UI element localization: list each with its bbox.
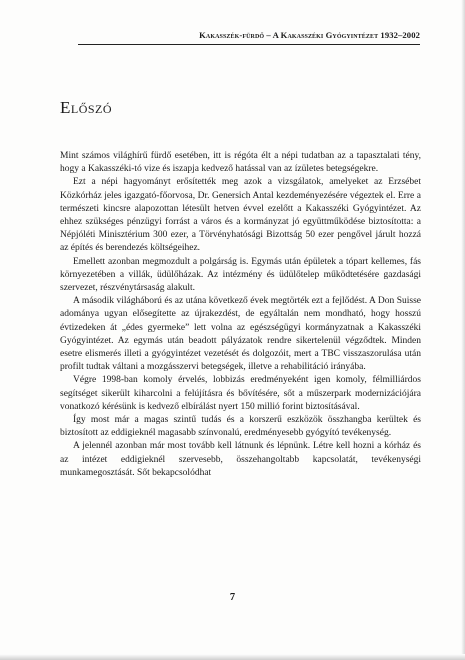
paragraph: Mint számos világhírű fürdő esetében, itt is régóta élt a népi tudatban az a tapasztalati tény, hogy a Kakasszéki-tó vize és iszapja kedvező hatással van az ízületes betegségekre. <box>60 151 421 175</box>
paragraph: Így most már a magas szintű tudás és a korszerű eszközök összhangba kerültek és biztosított az eddigieknél magasabb színvonalú, eredményesebb gyógyító tevékenység. <box>60 415 421 439</box>
scan-edge-shadow <box>461 0 465 660</box>
paragraph: Ezt a népi hagyományt erősítették meg azok a vizsgálatok, amelyeket az Erzsébet Közkórház jeles igazgató-főorvosa, Dr. Genersich Antal kezdeményezésére végeztek el. Erre a természeti kincsre alapozottan létesült hetven évvel ezelőtt a Kakasszéki Gyógyintézet. Az ehhez szükséges pénzügyi forrást a város és a kormányzat jó együttműködése biztosította: a Népjóléti Minisztérium 300 ezer, a Törvényhatósági Bizottság 50 ezer pengővel járult hozzá az építés és berendezés költségeihez. <box>60 177 421 254</box>
scan-edge-shadow <box>0 654 465 660</box>
chapter-title: Előszó <box>60 98 113 117</box>
paragraph: Emellett azonban megmozdult a polgárság is. Egymás után épületek a tópart kellemes, fás környezetében a villák, üdülőházak. Az intézmény és üdülőtelep működtetésére gazdasági szervezet, részvénytársaság alakult. <box>60 256 421 294</box>
page-number: 7 <box>229 592 236 603</box>
header-rule <box>78 44 420 45</box>
running-head: Kakasszék-fürdő – A Kakasszéki Gyógyintézet 1932–2002 <box>199 30 420 40</box>
paragraph: A második világháború és az utána következő évek megtörték ezt a fejlődést. A Don Suisse adománya ugyan elősegítette az újrakezdést, de egyáltalán nem mondható, hogy hosszú évtizedeken át „édes gyermeke” lett volna az egészségügyi kormányzatnak a Kakasszéki Gyógyintézet. Az egymás után beadott pályázatok rendre sikertelenül végződtek. Minden esetre elismerés illeti a gyógyintézet vezetését és dolgozóit, mert a TBC visszaszorulása után profilt tudtak váltani a mozgásszervi betegségek, illetve a rehabilitáció irányába. <box>60 296 421 373</box>
body-text <box>60 150 421 480</box>
paragraph: Végre 1998-ban komoly érvelés, lobbizás eredményeként igen komoly, félmilliárdos segítséget sikerült kiharcolni a felújításra és bővítésére, sőt a műszerpark modernizációjára vonatkozó kérésünk is kedvező elbírálást nyert 150 millió forint biztosításával. <box>60 375 421 412</box>
paragraph: A jelennél azonban már most tovább kell látnunk és lépnünk. Létre kell hozni a kórház és az intézet eddigieknél szervesebb, összehangoltabb kapcsolatát, tevékenységi munkamegosztását. Sőt bekapcsolódhat <box>60 441 421 478</box>
